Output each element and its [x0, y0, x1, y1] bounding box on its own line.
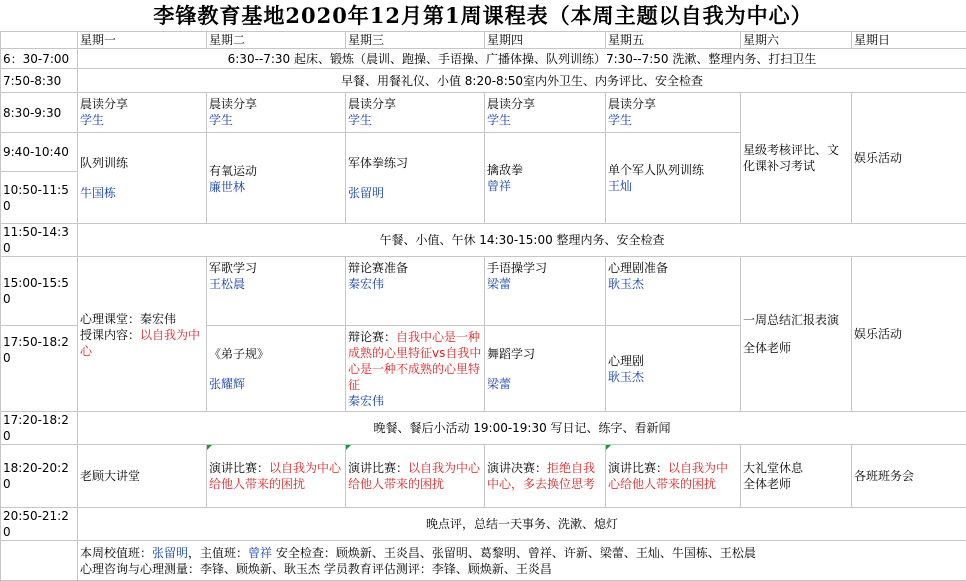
- session-tue: 有氧运动 廉世林: [207, 133, 346, 224]
- time-slot: 15:00-15:50: [1, 257, 78, 326]
- time-slot: 9:40-10:40: [1, 133, 78, 172]
- session-thu: 擒敌拳 曾祥: [485, 133, 606, 224]
- time-slot: 10:50-11:50: [1, 172, 78, 224]
- day-header-sat: 星期六: [741, 32, 852, 49]
- time-slot: 18:20-20:20: [1, 445, 78, 508]
- session-fri-1: 心理剧准备 耿玉杰: [606, 257, 741, 326]
- morning-read-tue: 晨读分享 学生: [207, 93, 346, 133]
- day-header-sun: 星期日: [852, 32, 966, 49]
- dinner-row: 晚餐、餐后小活动 19:00-19:30 写日记、练字、看新闻: [78, 412, 966, 445]
- session-tue-2: 《弟子规》 张耀辉: [207, 326, 346, 412]
- lecture-mon: 老顾大讲堂: [78, 445, 207, 508]
- sun-recreation-2: 娱乐活动: [852, 257, 966, 412]
- sun-recreation: 娱乐活动: [852, 93, 966, 224]
- speech-fri: 演讲比赛：以自我为中心给他人带来的困扰: [606, 445, 741, 508]
- evening-close-row: 晚点评，总结一天事务、洗漱、熄灯: [78, 508, 966, 541]
- morning-read-wed: 晨读分享 学生: [346, 93, 485, 133]
- footer-blank: [1, 541, 78, 581]
- session-wed-1: 辩论赛准备 秦宏伟: [346, 257, 485, 326]
- debate-wed: 辩论赛：自我中心是一种成熟的心里特征vs自我中心是一种不成熟的心里特征 秦宏伟: [346, 326, 485, 412]
- schedule-table: [0, 31, 966, 581]
- header-row: [1, 32, 966, 49]
- time-slot: 11:50-14:30: [1, 224, 78, 257]
- class-meeting-sun: 各班班务会: [852, 445, 966, 508]
- sat-summary: 一周总结汇报表演 全体老师: [741, 257, 852, 412]
- time-slot: 8:30-9:30: [1, 93, 78, 133]
- psych-class-mon: 心理课堂：秦宏伟 授课内容：以自我为中心: [78, 257, 207, 412]
- speech-final-thu: 演讲决赛：拒绝自我中心，多去换位思考: [485, 445, 606, 508]
- morning-routine: 6:30--7:30 起床、锻炼（晨训、跑操、手语操、广播体操、队列训练）7:30--7:50 洗漱、整理内务、打扫卫生: [78, 49, 966, 69]
- session-wed: 军体拳练习 张留明: [346, 133, 485, 224]
- day-header-fri: 星期五: [606, 32, 741, 49]
- time-slot: 6：30-7:00: [1, 49, 78, 69]
- session-tue-1: 军歌学习 王松晨: [207, 257, 346, 326]
- speech-tue: 演讲比赛：以自我为中心给他人带来的困扰: [207, 445, 346, 508]
- session-fri: 单个军人队列训练 王灿: [606, 133, 741, 224]
- time-slot: 17:20-18:20: [1, 412, 78, 445]
- corner-cell: [1, 32, 78, 49]
- day-header-thu: 星期四: [485, 32, 606, 49]
- time-slot: 17:50-18:20: [1, 326, 78, 412]
- morning-read-fri: 晨读分享 学生: [606, 93, 741, 133]
- time-slot: 20:50-21:20: [1, 508, 78, 541]
- lunch-row: 午餐、小值、午休 14:30-15:00 整理内务、安全检查: [78, 224, 966, 257]
- day-header-wed: 星期三: [346, 32, 485, 49]
- morning-read-thu: 晨读分享 学生: [485, 93, 606, 133]
- session-mon: 队列训练 牛国栋: [78, 133, 207, 224]
- speech-wed: 演讲比赛：以自我为中心给他人带来的困扰: [346, 445, 485, 508]
- time-slot: 7:50-8:30: [1, 69, 78, 93]
- day-header-tue: 星期二: [207, 32, 346, 49]
- duty-footer: 本周校值班：张留明，主值班：曾祥 安全检查：顾焕新、王炎昌、张留明、葛黎明、曾祥、许新、梁蕾、王灿、牛国栋、王松晨 心理咨询与心理测量：李锋、顾焕新、耿玉杰 学员教育评估测评：李锋、顾焕新、王炎昌: [78, 541, 966, 581]
- day-header-mon: 星期一: [78, 32, 207, 49]
- sat-assessment: 星级考核评比、文化课补习考试: [741, 93, 852, 224]
- morning-read-mon: 晨读分享 学生: [78, 93, 207, 133]
- session-thu-2: 舞蹈学习 梁蕾: [485, 326, 606, 412]
- sat-rest: 大礼堂休息 全体老师: [741, 445, 852, 508]
- breakfast-row: 早餐、用餐礼仪、小值 8:20-8:50室内外卫生、内务评比、安全检查: [78, 69, 966, 93]
- session-thu-1: 手语操学习 梁蕾: [485, 257, 606, 326]
- page-title: 李锋教育基地2020年12月第1周课程表（本周主题以自我为中心）: [0, 0, 966, 31]
- session-fri-2: 心理剧 耿玉杰: [606, 326, 741, 412]
